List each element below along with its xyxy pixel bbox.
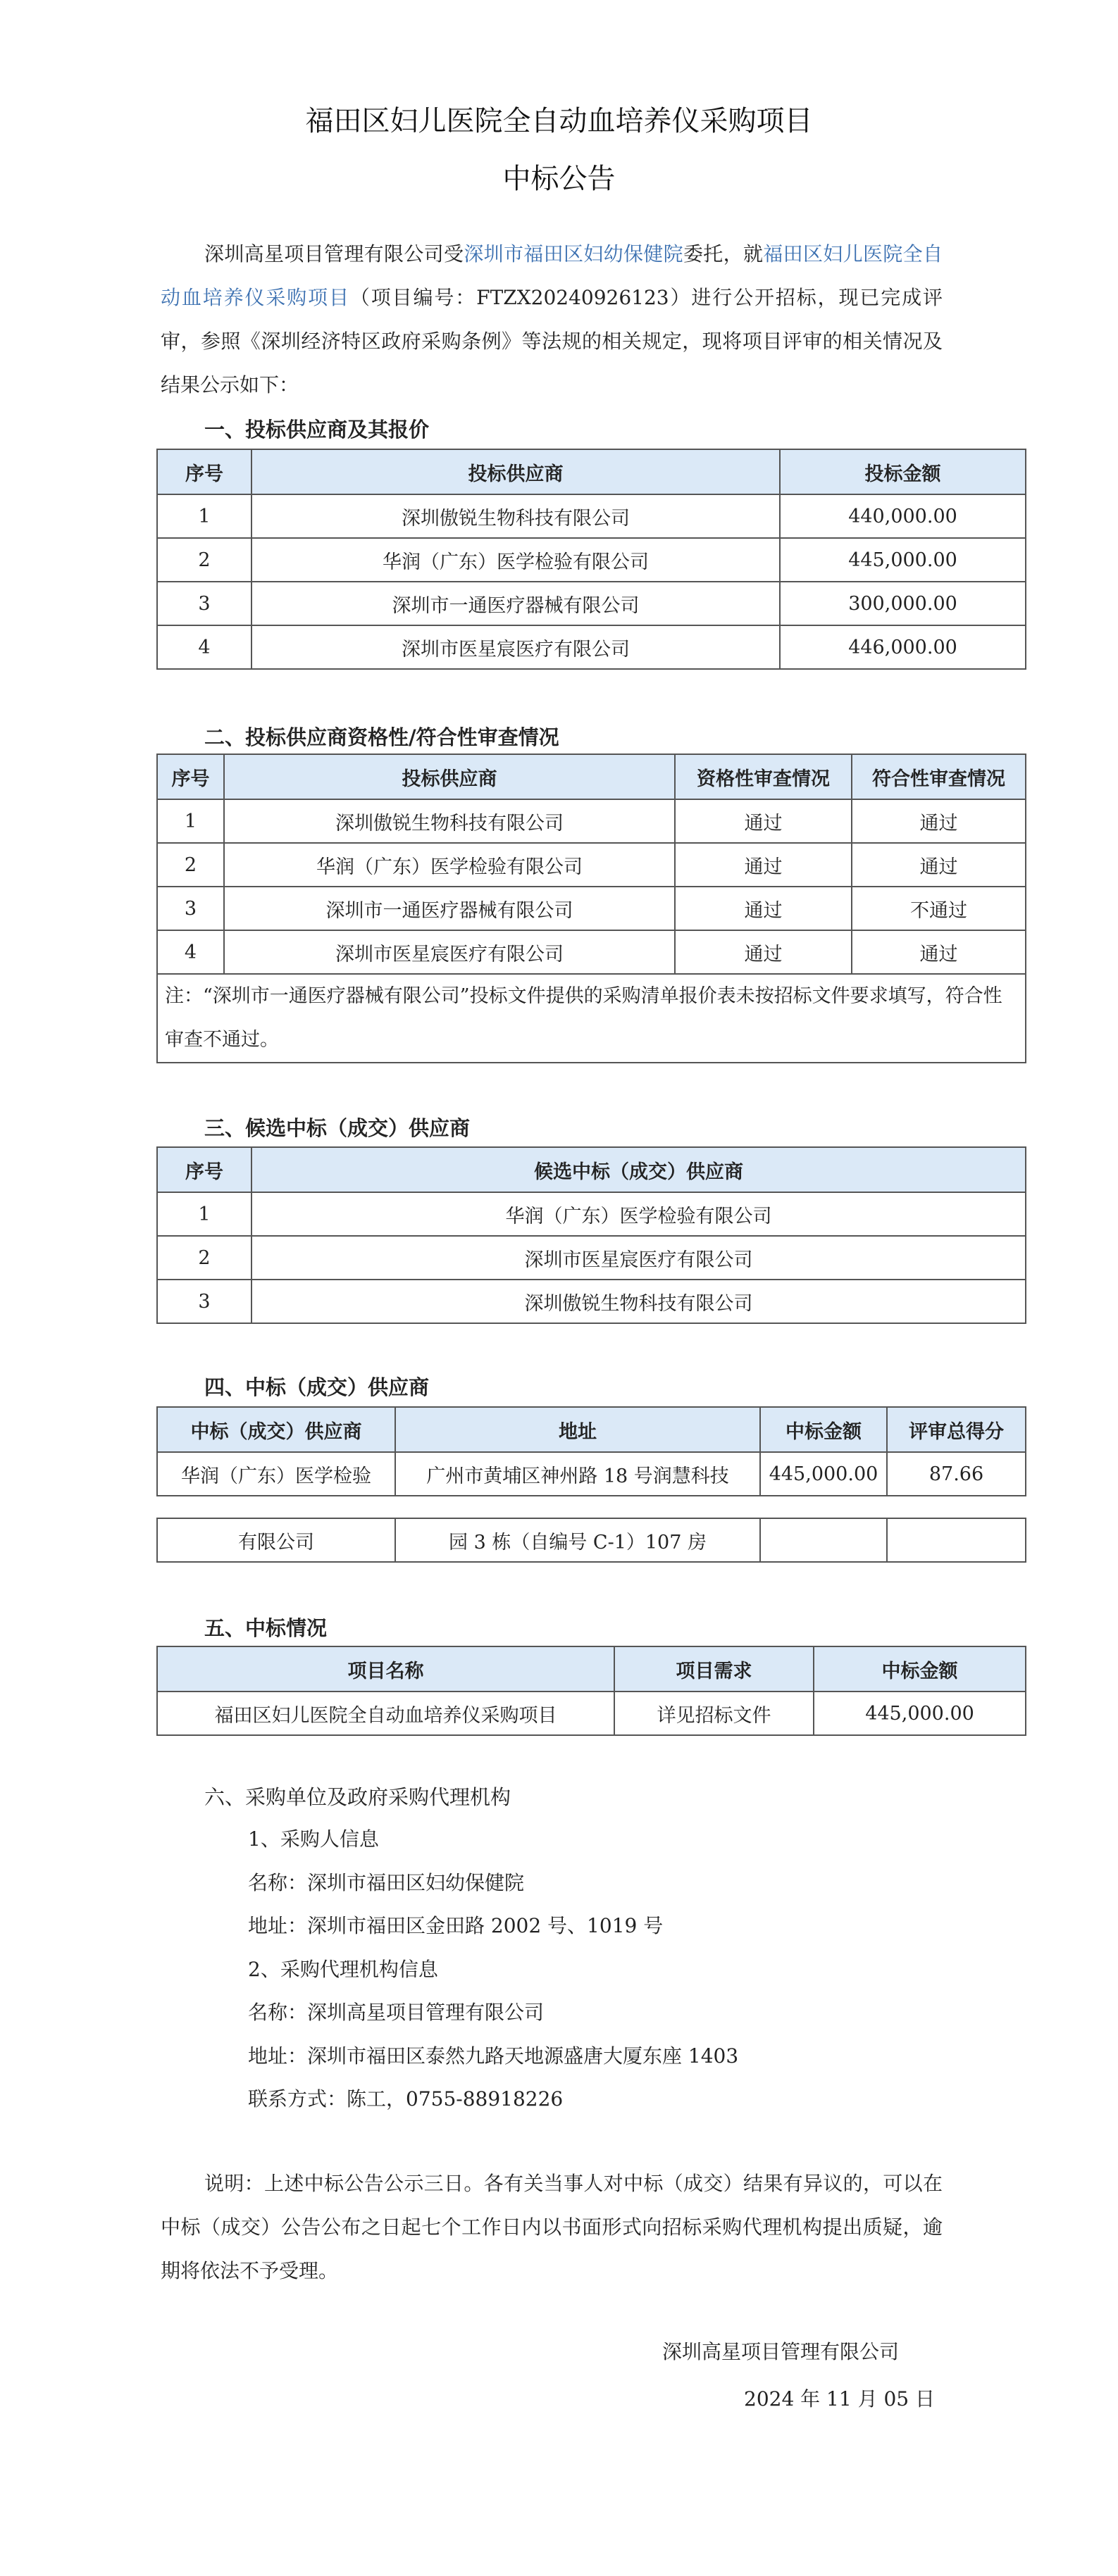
cell: 2 <box>157 538 251 582</box>
intro-text-2: 委托，就 <box>683 242 764 265</box>
winner-table <box>156 1406 1026 1496</box>
col-header: 候选中标（成交）供应商 <box>251 1147 1026 1192</box>
cell: 1 <box>157 799 224 843</box>
table-row <box>157 1192 1026 1236</box>
purchaser-address: 地址：深圳市福田区金田路 2002 号、1019 号 <box>248 1914 664 1937</box>
col-header: 资格性审查情况 <box>675 754 852 799</box>
col-header: 中标（成交）供应商 <box>157 1407 395 1452</box>
cell: 广州市黄埔区神州路 18 号润慧科技 <box>395 1452 760 1496</box>
cell: 不通过 <box>852 887 1026 930</box>
col-header: 地址 <box>395 1407 760 1452</box>
cell: 通过 <box>675 799 852 843</box>
cell: 446,000.00 <box>780 625 1026 669</box>
cell: 440,000.00 <box>780 494 1026 538</box>
cell: 有限公司 <box>157 1518 395 1562</box>
section-6-heading: 六、采购单位及政府采购代理机构 <box>204 1785 511 1809</box>
cell: 福田区妇儿医院全自动血培养仪采购项目 <box>157 1692 614 1735</box>
cell: 通过 <box>852 930 1026 974</box>
col-header: 项目需求 <box>614 1646 814 1692</box>
doc-title: 福田区妇儿医院全自动血培养仪采购项目 <box>305 105 813 137</box>
table-row <box>157 1518 1026 1562</box>
table-row <box>157 494 1026 538</box>
col-header: 投标金额 <box>780 449 1026 494</box>
section-5-heading: 五、中标情况 <box>204 1616 328 1640</box>
cell: 深圳市一通医疗器械有限公司 <box>251 582 780 625</box>
winner-table-continued <box>156 1518 1026 1563</box>
table-row <box>157 1280 1026 1323</box>
col-header: 序号 <box>157 754 224 799</box>
cell: 深圳傲锐生物科技有限公司 <box>251 1280 1026 1323</box>
cell <box>760 1518 887 1562</box>
cell: 深圳市医星宸医疗有限公司 <box>251 1236 1026 1280</box>
remark-paragraph <box>161 2162 943 2293</box>
cell: 华润（广东）医学检验有限公司 <box>224 843 675 887</box>
intro-text-1: 深圳高星项目管理有限公司受 <box>204 242 464 265</box>
remark-text: 说明：上述中标公告公示三日。各有关当事人对中标（成交）结果有异议的，可以在中标（成交）公告公布之日起七个工作日内以书面形式向招标采购代理机构提出质疑，逾期将依法不予受理。 <box>161 2172 943 2282</box>
doc-subtitle: 中标公告 <box>502 163 616 195</box>
cell: 300,000.00 <box>780 582 1026 625</box>
table-row <box>157 1236 1026 1280</box>
table-row <box>157 1452 1026 1496</box>
cell: 4 <box>157 930 224 974</box>
intro-paragraph <box>161 232 943 407</box>
col-header: 中标金额 <box>814 1646 1026 1692</box>
cell: 华润（广东）医学检验有限公司 <box>251 1192 1026 1236</box>
cell: 详见招标文件 <box>614 1692 814 1735</box>
cell: 2 <box>157 1236 251 1280</box>
award-table <box>156 1646 1026 1736</box>
section-3-heading: 三、候选中标（成交）供应商 <box>204 1116 471 1140</box>
cell: 1 <box>157 1192 251 1236</box>
table-row <box>157 799 1026 843</box>
cell: 华润（广东）医学检验有限公司 <box>251 538 780 582</box>
intro-purchaser: 深圳市福田区妇幼保健院 <box>464 242 683 265</box>
col-header: 中标金额 <box>760 1407 887 1452</box>
cell: 3 <box>157 582 251 625</box>
intro-text-3: （项目编号：FTZX20240926123）进行公开招标，现已完成评审，参照《深圳经济特区政府采购条例》等法规的相关规定，现将项目评审的相关情况及结果公示如下： <box>161 286 943 396</box>
table-header-row <box>157 1407 1026 1452</box>
cell: 445,000.00 <box>780 538 1026 582</box>
cell: 深圳傲锐生物科技有限公司 <box>251 494 780 538</box>
section-1-heading: 一、投标供应商及其报价 <box>204 418 430 442</box>
table-row <box>157 887 1026 930</box>
table-row <box>157 843 1026 887</box>
cell: 深圳傲锐生物科技有限公司 <box>224 799 675 843</box>
cell: 深圳市医星宸医疗有限公司 <box>224 930 675 974</box>
table-header-row <box>157 754 1026 799</box>
cell: 通过 <box>675 930 852 974</box>
cell: 3 <box>157 887 224 930</box>
col-header: 序号 <box>157 449 251 494</box>
col-header: 符合性审查情况 <box>852 754 1026 799</box>
col-header: 投标供应商 <box>224 754 675 799</box>
section-2-heading: 二、投标供应商资格性/符合性审查情况 <box>204 725 559 749</box>
cell <box>887 1518 1026 1562</box>
col-header: 投标供应商 <box>251 449 780 494</box>
agency-contact: 联系方式：陈工，0755-88918226 <box>248 2087 564 2111</box>
section-4-heading: 四、中标（成交）供应商 <box>204 1375 430 1399</box>
table-row <box>157 625 1026 669</box>
col-header: 评审总得分 <box>887 1407 1026 1452</box>
review-table <box>156 754 1026 1063</box>
table-row <box>157 538 1026 582</box>
table-row <box>157 582 1026 625</box>
bid-table <box>156 449 1026 670</box>
col-header: 项目名称 <box>157 1646 614 1692</box>
cell: 3 <box>157 1280 251 1323</box>
cell: 1 <box>157 494 251 538</box>
signer: 深圳高星项目管理有限公司 <box>662 2340 900 2363</box>
candidate-table <box>156 1146 1026 1324</box>
agency-name: 名称：深圳高星项目管理有限公司 <box>248 2001 545 2024</box>
table-header-row <box>157 1646 1026 1692</box>
cell: 2 <box>157 843 224 887</box>
note-row <box>157 974 1026 1063</box>
purchaser-info-heading: 1、采购人信息 <box>248 1827 379 1851</box>
cell: 园 3 栋（自编号 C-1）107 房 <box>395 1518 760 1562</box>
table-header-row <box>157 1147 1026 1192</box>
agency-info-heading: 2、采购代理机构信息 <box>248 1958 438 1981</box>
table-row <box>157 930 1026 974</box>
cell: 通过 <box>675 843 852 887</box>
cell: 通过 <box>852 799 1026 843</box>
col-header: 序号 <box>157 1147 251 1192</box>
intro-project-name: 福田区妇儿医院全自动血培养仪采购项目 <box>161 242 943 309</box>
cell: 深圳市一通医疗器械有限公司 <box>224 887 675 930</box>
review-note: 注：“深圳市一通医疗器械有限公司”投标文件提供的采购清单报价表未按招标文件要求填写，符合性审查不通过。 <box>157 974 1026 1063</box>
cell: 深圳市医星宸医疗有限公司 <box>251 625 780 669</box>
sign-date: 2024 年 11 月 05 日 <box>744 2387 936 2411</box>
table-row <box>157 1692 1026 1735</box>
cell: 445,000.00 <box>814 1692 1026 1735</box>
cell: 通过 <box>852 843 1026 887</box>
agency-address: 地址：深圳市福田区泰然九路天地源盛唐大厦东座 1403 <box>248 2044 739 2068</box>
table-header-row <box>157 449 1026 494</box>
cell: 华润（广东）医学检验 <box>157 1452 395 1496</box>
cell: 445,000.00 <box>760 1452 887 1496</box>
cell: 4 <box>157 625 251 669</box>
purchaser-name: 名称：深圳市福田区妇幼保健院 <box>248 1871 525 1894</box>
cell: 通过 <box>675 887 852 930</box>
cell: 87.66 <box>887 1452 1026 1496</box>
